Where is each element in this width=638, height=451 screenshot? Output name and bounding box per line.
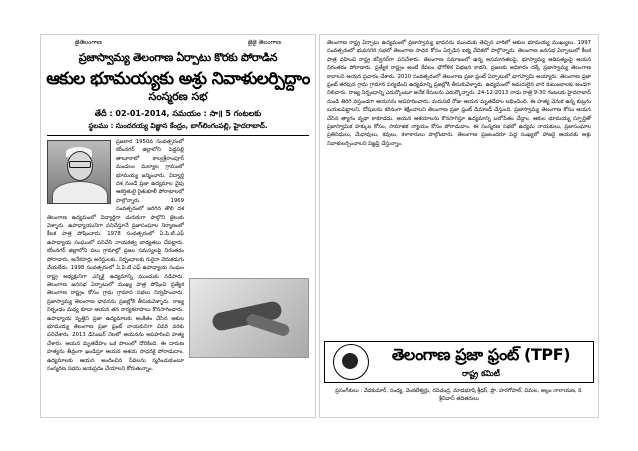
top-right-slogan: జైజై తెలంగాణ: [247, 39, 281, 46]
left-body-text: ప్రజలార 1950వ సంవత్సరంలో కరీంనగర్ జిల్లాలోని పెద్దపల్లి తాలూకాలో కాల్వశ్రీరాంపూర్ మండలం మల్యాల గ్రామంలో భూమయ్య జన్మించారు. విద్యార్థి దశ నుండే ప్రజా ఉద్యమాల వైపు ఆకర్షితులై రైతుకూలీ పోరాటాలలో పాల్గొన్నారు. 1969 సంవత్సరంలో జరిగిన తొలి దశ తెలంగాణ ఉద్యమంలో విద్యార్థిగా చురుకుగా పాల్గొని జైలుకు వెళ్ళారు. ఉపాధ్యాయునిగా పనిచేస్తూనే ప్రజాసంఘాల నిర్మాణంలో కీలక పాత్ర పోషించారు. 1978 సంవత్సరంలో ఏ.పి.టి.ఎఫ్ ఉపాధ్యాయ సంఘంలో పనిచేసి నాయకత్వ బాధ్యతలు చేపట్టారు. కరీంనగర్ జిల్లాలోని పలు గ్రామాల్లో ప్రజల సమస్యలపై నిరంతరం పోరాడారు. అనేకసార్లు అరెస్టులకు, నిర్బంధాలకు గురైనా వెనుకడుగు వేయలేదు. 1998 సంవత్సరంలో ఏ.పి.టి.ఎఫ్ ఉపాధ్యాయ సంఘం రాష్ట్ర అధ్యక్షునిగా ఎన్నికై ఉద్యమాన్ని ముందుకు నడిపారు. తెలంగాణ జనసభ ఏర్పాటులో ముఖ్య పాత్ర పోషించి ప్రత్యేక తెలంగాణ రాష్ట్రం కోసం గ్రామ గ్రామాన సభలు నిర్వహించారు. ప్రజాస్వామ్య తెలంగాణ భావనను ప్రజల్లోకి తీసుకువెళ్ళారు. రాజ్య నిర్బంధం మధ్య కూడా ఆయన తన కార్యకలాపాలు కొనసాగించారు. ఉపాధ్యాయ వృత్తిని ప్రజా ఉద్యమాలకు అంకితం చేసిన ఆకుల భూమయ్య తెలంగాణ ప్రజా ఫ్రంట్ నాయకునిగా చివరి వరకు పనిచేశారు. 2013 డిసెంబర్ నెలలో ఆయనను అపహరించి హత్య చేశారు. ఆయన మృతదేహం ఒక పొలంలో దొరికింది. ఈ దారుణ హత్యను తీవ్రంగా ఖండిస్తూ ఆయన ఆశయ సాధనకై పోరాడుదాం. ఉద్యమాలకు ఆయన అందించిన సేవలను స్మరించుకుంటూ సంస్మరణ సభను జయప్రదం చేయాలని కోరుతున్నాం.: [47, 139, 184, 372]
right-body-text: తెలంగాణ రాష్ట్ర ఏర్పాటు ఉద్యమంలో ప్రజాస్వామ్య భావనను ముందుకు తెచ్చిన వారిలో ఆకుల భూమయ్య ముఖ్యులు. 1997 సంవత్సరంలో భువనగిరి సభలో తెలంగాణ సాధన కోసం ఏర్పడిన ఐక్య వేదికలో పాల్గొన్నారు. తెలంగాణ జనసభ ఏర్పాటులో కీలక పాత్ర వహించి రాష్ట్ర కన్వీనర్‌గా పనిచేశారు. తెలంగాణ సమాజంలో ఉన్న అసమానతలపై, భూస్వామ్య ఆధిపత్యంపై ఆయన నిరంతరం పోరాడారు. ప్రత్యేక రాష్ట్రం అంటే కేవలం భౌగోళిక విభజన కాదని, ప్రజలకు అధికారం దక్కే ప్రజాస్వామ్య తెలంగాణ కావాలని ఆయన ప్రచారం చేశారు. 2010 సంవత్సరంలో తెలంగాణ ప్రజా ఫ్రంట్ ఏర్పాటులో భాగస్వామి అయ్యారు. తెలంగాణ ప్రజా ఫ్రంట్ తరపున గ్రామ గ్రామాన పర్యటించి ఉద్యమాన్ని ప్రజల్లోకి తీసుకువెళ్ళారు. ఉద్యమంలో అమరులైన వారి కుటుంబాలకు అండగా నిలిచారు. రాజ్య నిర్బంధాన్ని ఎదుర్కొంటూ అనేక కేసులను ఎదుర్కొన్నారు. 24-12-2013 నాడు రాత్రి 9-30 గంటలకు హైదరాబాద్ నుండి తిరిగి వస్తుండగా ఆయనను అపహరించారు. మరుసటి రోజు ఆయన మృతదేహం లభించింది. ఈ హత్య వెనుక ఉన్న కుట్రను బయటపెట్టాలని, దోషులను కఠినంగా శిక్షించాలని తెలంగాణ ప్రజా ఫ్రంట్ డిమాండ్ చేస్తుంది. ప్రజాస్వామ్య తెలంగాణ కోసం ఆయన చేసిన త్యాగం వృథా కాకూడదు. ఆయన ఆశయాలను కొనసాగిస్తూ ఉద్యమాన్ని బలోపేతం చేద్దాం. ఆకుల భూమయ్య స్ఫూర్తితో ప్రజాస్వామిక హక్కుల కోసం, సామాజిక న్యాయం కోసం పోరాడుదాం. ఈ సంస్మరణ సభలో ఉద్యమ నాయకులు, ప్రజాసంఘాల ప్రతినిధులు, మేధావులు, కవులు, కళాకారులు పాల్గొంటారు. తెలంగాణ ప్రజలందరూ పెద్ద సంఖ్యలో హాజరై ఆయనకు అశ్రు నివాళులర్పించాలని విజ్ఞప్తి చేస్తున్నాం.: [327, 40, 591, 147]
tpf-banner: [324, 341, 594, 383]
top-left-slogan: జైతెలంగాణ: [75, 39, 102, 46]
speakers-footer: ప్రసంగీకులు : వేదకుమార్, సంధ్య, వెంకటేశ్వర్లు, రవిచంద్ర, మాడభూషి శ్రీధర్, ప్రొ. హరగోపాల్, విమల, అల్లం నారాయణ, కె. శ్రీనివాస్ తదితరులు: [335, 388, 583, 403]
tpf-subtitle: రాష్ట్ర కమిటీ: [462, 368, 500, 378]
right-page: [319, 34, 599, 418]
portrait-photo: [47, 140, 111, 204]
tpf-title-block: [369, 345, 593, 380]
headline-event: సంస్మరణ సభ: [148, 90, 208, 103]
top-labels: [41, 35, 315, 47]
headline-main: ఆకుల భూమయ్యకు అశ్రు నివాళులర్పిద్దాం: [46, 69, 310, 89]
event-venue: స్థలము : సుందరయ్య విజ్ఞాన కేంద్రం, బాగ్‌లింగంపల్లి, హైదరాబాద్.: [88, 122, 268, 130]
incident-photo: [189, 278, 309, 358]
tpf-title: తెలంగాణ ప్రజా ఫ్రంట్ (TPF): [391, 344, 571, 364]
headline-subtitle: ప్రజాస్వామ్య తెలంగాణ ఏర్పాటు కొరకు పోరాడిన: [78, 51, 278, 64]
event-date: తేదీ : 02-01-2014, సమయం : సా॥ 5 గంటలకు: [94, 109, 262, 118]
left-body: [41, 136, 315, 373]
left-page: [40, 34, 316, 418]
tpf-logo-icon: [333, 344, 369, 380]
